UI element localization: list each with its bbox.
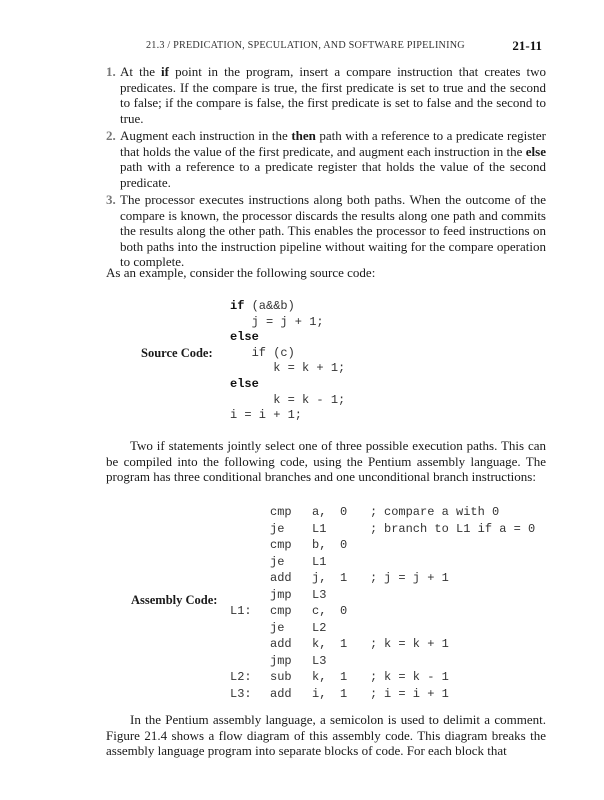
assembly-a2: 0 [340,505,348,519]
code-line [230,330,345,346]
list-item-number: 1. [106,64,116,79]
assembly-a1: k, [312,670,327,684]
page-header [146,38,542,54]
code-line: i = i + 1; [230,408,303,423]
assembly-a1: c, [312,604,327,618]
assembly-label: L3: [230,686,252,701]
assembly-semi: ; [370,571,378,585]
assembly-semi: ; [370,670,378,684]
list-item-text: The processor executes instructions along both paths. When the outcome of the compare is known, the processor discards the results along one path and commits the results along the other path. This enables the processor to feed instructions on both paths into the instruction pipeline without waiting for the compare operation to complete. [120,192,546,269]
source-code-block [230,299,345,424]
paragraph-comment [106,712,546,759]
paragraph-compile [106,438,546,485]
assembly-op: jmp [270,587,292,602]
assembly-label: L1: [230,604,252,618]
page-number: 21-11 [512,38,542,53]
assembly-a2: 1 [340,637,348,651]
assembly-a1: i, [312,686,327,701]
assembly-a1: a, [312,505,327,519]
assembly-semi: ; [370,637,378,651]
keyword-else: else [525,143,546,159]
assembly-cmt: compare a with 0 [384,505,500,519]
assembly-semi: ; [370,505,378,519]
code-keyword: if [230,299,245,313]
code-line: k = k + 1; [230,361,346,376]
assembly-a1: L3 [312,587,327,602]
assembly-a1: b, [312,538,327,552]
list-item-text: At the [120,64,162,79]
assembly-cmt: j = j + 1 [384,571,449,585]
list-item [106,64,546,126]
assembly-semi: ; [370,686,378,701]
assembly-code-label: Assembly Code: [131,593,218,607]
running-head: 21.3 / PREDICATION, SPECULATION, AND SOFTWARE PIPELINING [146,40,465,51]
assembly-op: add [270,686,292,701]
assembly-semi: ; [370,521,378,536]
list-item [106,192,546,270]
assembly-op: add [270,637,292,651]
assembly-label: L2: [230,670,252,684]
assembly-op: cmp [270,538,292,552]
assembly-a1: L1 [312,554,327,569]
keyword-if: if [161,64,169,79]
assembly-a2: 0 [340,538,348,552]
assembly-a1: L3 [312,653,327,668]
assembly-op: cmp [270,604,292,618]
list-item-text: path with a reference to a predicate register that holds the value of the second predicate. [120,159,546,190]
code-line [230,377,345,393]
list-item-number: 3. [106,192,116,207]
assembly-a2: 0 [340,604,348,618]
assembly-op: jmp [270,653,292,668]
list-item-text: point in the program, insert a compare instruction that creates two predicates. If the compare is true, the first predicate is set to true and the second to false; if the compare is false, the first predicate is set to false and the second to true. [120,64,546,126]
code-keyword: else [230,376,259,391]
assembly-cmt: i = i + 1 [384,686,449,701]
assembly-a2: 1 [340,670,348,684]
assembly-a1: L1 [312,521,327,536]
assembly-a1: j, [312,571,327,585]
keyword-then: then [291,128,316,143]
assembly-op: add [270,571,292,585]
code-line: k = k - 1; [230,392,346,407]
assembly-cmt: k = k - 1 [384,670,449,684]
list-item-number: 2. [106,128,116,143]
paragraph-text: In the Pentium assembly language, a semicolon is used to delimit a comment. Figure 21.4 shows a flow diagram of this assembly code. This diagram breaks the assembly language program into separate blocks of code. For each block that [106,712,546,758]
list-item [106,128,546,190]
assembly-a2: 1 [340,686,348,701]
list-item-text: Augment each instruction in the [120,128,292,143]
code-text: (a&&b) [244,299,295,313]
intro-sentence: As an example, consider the following source code: [106,265,376,280]
assembly-a2: 1 [340,571,348,585]
assembly-op: cmp [270,505,292,519]
code-line: j = j + 1; [230,314,324,329]
assembly-a1: L2 [312,620,327,635]
source-code-label: Source Code: [141,346,213,360]
assembly-a1: k, [312,637,327,651]
list-item-text: path with a reference to a predicate register that holds the value of the first predicate, and augment each instruction in the [120,128,546,159]
code-line: if (c) [230,345,295,360]
assembly-cmt: k = k + 1 [384,637,449,651]
assembly-op: je [270,521,285,536]
assembly-op: je [270,620,285,635]
numbered-list [106,64,546,272]
assembly-op: sub [270,670,292,684]
code-line [230,299,345,315]
paragraph-text: Two if statements jointly select one of three possible execution paths. This can be compiled into the following code, using the Pentium assembly language. The program has three conditional branches and one unconditional branch instructions: [106,438,546,484]
assembly-op: je [270,554,285,569]
assembly-cmt: branch to L1 if a = 0 [384,521,536,536]
code-keyword: else [230,330,259,345]
